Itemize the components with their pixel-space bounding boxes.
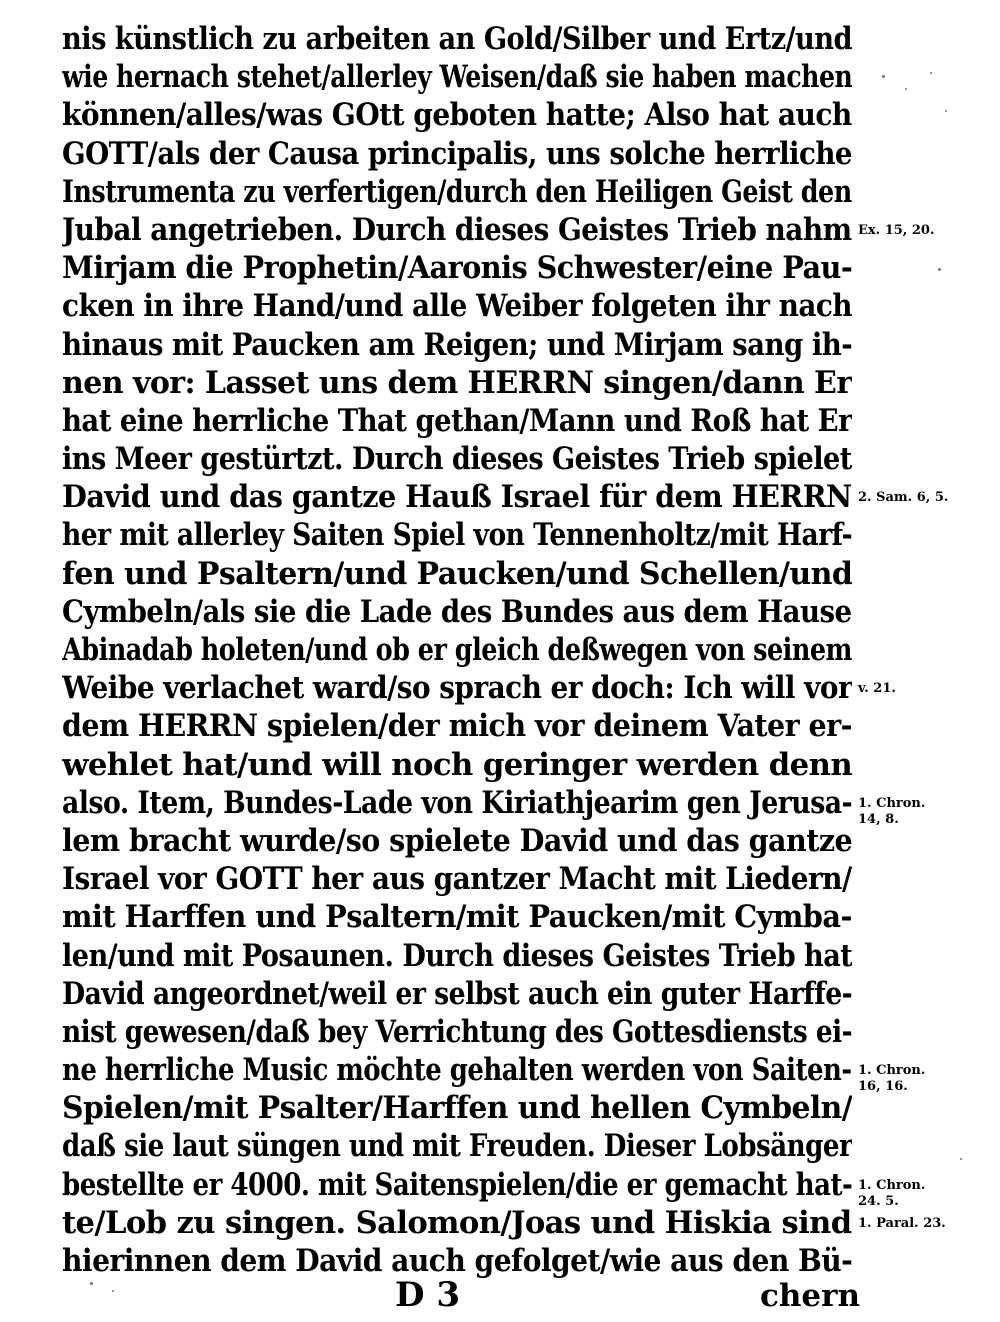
margin-reference: 1. Paral. 23. xyxy=(858,1216,946,1232)
text-line: hierinnen dem David auch gefolget/wie aus den Bü- xyxy=(62,1243,852,1279)
text-line: GOTT/als der Causa principalis, uns solche herrliche xyxy=(62,135,852,172)
text-line: ins Meer gestürtzt. Durch dieses Geistes Trieb spielet xyxy=(62,441,852,478)
print-speck xyxy=(960,1158,962,1160)
margin-reference: Ex. 15, 20. xyxy=(858,223,935,238)
text-line: Spielen/mit Psalter/Harffen und hellen Cymbeln/ xyxy=(62,1090,852,1127)
print-speck xyxy=(938,268,941,271)
signature-mark: D 3 xyxy=(395,1275,460,1315)
text-line: hat eine herrliche That gethan/Mann und Roß hat Er xyxy=(62,402,852,439)
text-line: fen und Psaltern/und Paucken/und Schellen/und xyxy=(62,555,852,592)
text-line: also. Item, Bundes-Lade von Kiriathjearim gen Jerusa- xyxy=(62,784,852,821)
print-speck xyxy=(930,72,932,74)
text-line: mit Harffen und Psaltern/mit Paucken/mit Cymba- xyxy=(62,899,852,936)
text-line: Instrumenta zu verfertigen/durch den Heiligen Geist den xyxy=(62,173,852,210)
text-line: Weibe verlachet ward/so sprach er doch: Ich will vor xyxy=(62,670,852,707)
margin-reference: 1. Chron. 16, 16. xyxy=(858,1063,926,1095)
text-line: te/Lob zu singen. Salomon/Joas und Hiskia sind xyxy=(62,1204,852,1241)
text-line: nist gewesen/daß bey Verrichtung des Gottesdiensts ei- xyxy=(62,1013,852,1050)
text-line: nis künstlich zu arbeiten an Gold/Silber und Ertz/und xyxy=(62,21,852,57)
text-line: daß sie laut süngen und mit Freuden. Dieser Lobsänger xyxy=(62,1128,852,1165)
text-line: len/und mit Posaunen. Durch dieses Geistes Trieb hat xyxy=(62,937,852,974)
print-speck xyxy=(945,110,947,112)
text-line: wie hernach stehet/allerley Weisen/daß sie haben machen xyxy=(62,59,852,96)
text-line: her mit allerley Saiten Spiel von Tennenholtz/mit Harf- xyxy=(62,517,852,554)
text-line: hinaus mit Paucken am Reigen; und Mirjam sang ih- xyxy=(62,326,852,363)
text-line: Cymbeln/als sie die Lade des Bundes aus dem Hause xyxy=(62,593,852,630)
text-line: David und das gantze Hauß Israel für dem HERRN xyxy=(62,479,852,516)
text-line: wehlet hat/und will noch geringer werden denn xyxy=(62,746,852,783)
text-line: David angeordnet/weil er selbst auch ein guter Harffe- xyxy=(62,975,852,1012)
text-line: lem bracht wurde/so spielete David und das gantze xyxy=(62,822,852,859)
text-line: können/alles/was GOtt geboten hatte; Also hat auch xyxy=(62,97,852,134)
text-line: Abinadab holeten/und ob er gleich deßwegen von seinem xyxy=(62,632,852,668)
catchword: chern xyxy=(760,1278,861,1314)
text-line: dem HERRN spielen/der mich vor deinem Vater er- xyxy=(62,708,852,745)
text-line: bestellte er 4000. mit Saitenspielen/die er gemacht hat- xyxy=(62,1166,852,1203)
main-text-block xyxy=(62,20,852,1280)
text-line: Mirjam die Prophetin/Aaronis Schwester/eine Pau- xyxy=(62,250,852,287)
print-speck xyxy=(882,75,885,78)
text-line: ne herrliche Music möchte gehalten werden von Saiten- xyxy=(62,1052,852,1089)
text-line: nen vor: Lasset uns dem HERRN singen/dann Er xyxy=(62,364,852,401)
print-speck xyxy=(112,1290,114,1292)
margin-reference: v. 21. xyxy=(858,681,896,697)
text-line: cken in ihre Hand/und alle Weiber folgeten ihr nach xyxy=(62,288,852,325)
text-line: Israel vor GOTT her aus gantzer Macht mit Liedern/ xyxy=(62,861,852,898)
print-speck xyxy=(90,1282,93,1285)
margin-reference: 1. Chron. 24. 5. xyxy=(858,1178,926,1209)
margin-reference: 2. Sam. 6, 5. xyxy=(858,490,949,506)
text-line: Jubal angetrieben. Durch dieses Geistes Trieb nahm xyxy=(62,211,852,248)
print-speck xyxy=(905,88,907,90)
margin-reference: 1. Chron. 14, 8. xyxy=(858,796,926,827)
